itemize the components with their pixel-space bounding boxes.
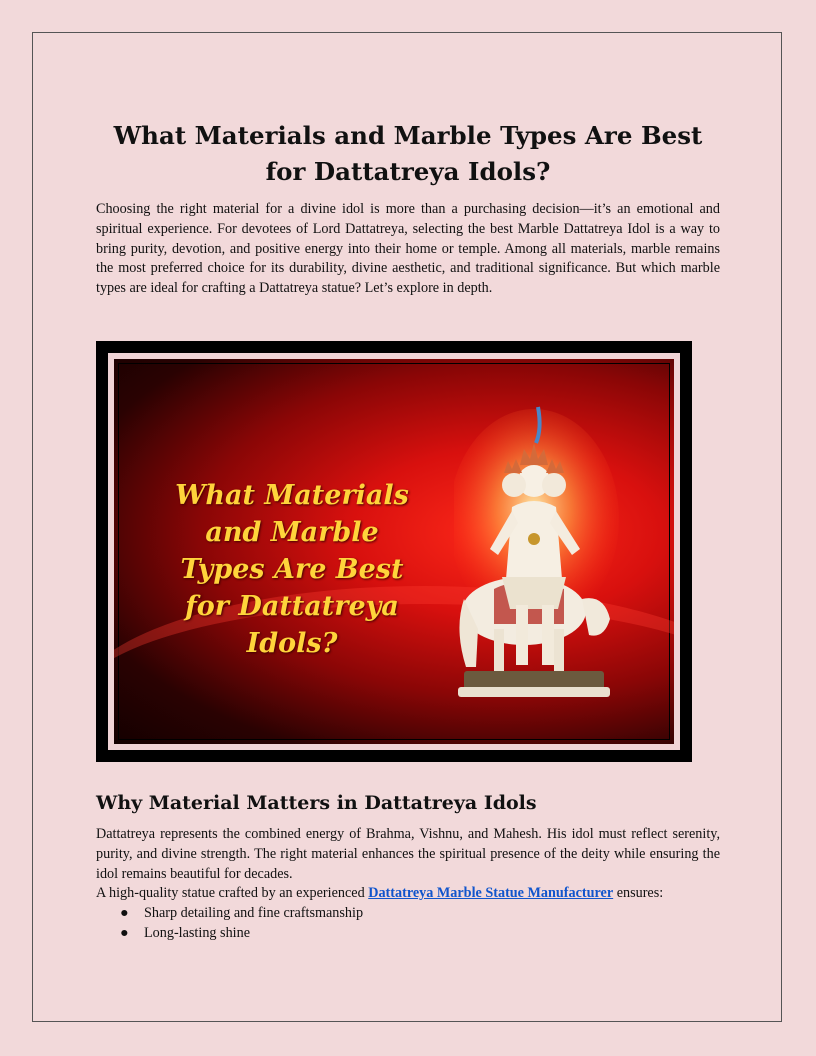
hero-frame (108, 353, 680, 750)
section-paragraph: Dattatreya represents the combined energy of Brahma, Vishnu, and Mahesh. His idol must reflect serenity, purity, and divine strength. The right material enhances the spiritual presence of the deity while ensuring the idol remains beautiful for decades. (96, 826, 720, 882)
benefits-list (96, 904, 720, 944)
article-title: What Materials and Marble Types Are Best for Dattatreya Idols? (113, 121, 703, 186)
bullet-icon: ● (120, 905, 129, 922)
hero-image (96, 341, 692, 762)
dattatreya-idol-image (454, 399, 624, 719)
list-item: ● Long-lasting shine (96, 924, 720, 944)
manufacturer-line: A high-quality statue crafted by an experienced Dattatreya Marble Statue Manufacturer ensures: (96, 885, 664, 902)
list-item: ● Sharp detailing and fine craftsmanship (96, 904, 720, 924)
manufacturer-link[interactable]: Dattatreya Marble Statue Manufacturer (368, 885, 614, 902)
section-heading: Why Material Matters in Dattatreya Idols (96, 792, 537, 814)
bullet-icon: ● (120, 924, 129, 941)
article-header (96, 118, 720, 299)
section-body (96, 825, 720, 944)
hero-title: What Materials and Marble Types Are Best for Dattatreya Idols? (175, 480, 409, 659)
intro-paragraph: Choosing the right material for a divine idol is more than a purchasing decision—it’s an emotional and spiritual experience. For devotees of Lord Dattatreya, selecting the best Marble Dattatreya Idol is a way to bring purity, devotion, and positive energy into their home or temple. Among all materials, marble remains the most preferred choice for its durability, divine aesthetic, and traditional significance. But which marble types are ideal for crafting a Dattatreya statue? Let’s explore in depth. (96, 201, 720, 297)
